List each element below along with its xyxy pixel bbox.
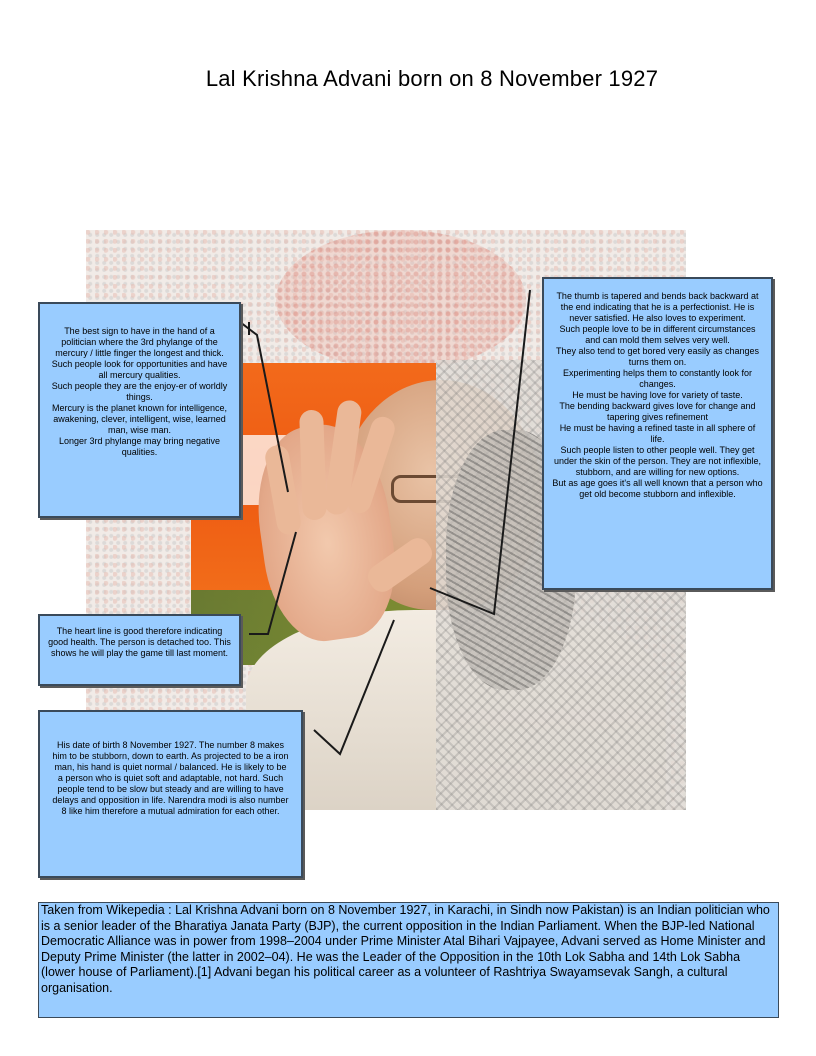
callout-heart-line [38,614,241,686]
callout-thumb [542,277,773,590]
callout-text: Such people love to be in different circumstances and can mold them selves very well. [559,324,756,345]
callout-text: The best sign to have in the hand of a politician where the 3rd phylange of the mercury / little finger the longest and thick. [55,326,224,358]
callout-text: The bending backward gives love for change and tapering gives refinement [559,401,756,422]
callout-text: He must be having love for variety of taste. [572,390,743,400]
callout-text: Such people look for opportunities and have all mercury qualities. [51,359,228,380]
bjp-logo-blur [276,230,526,370]
callout-text: The thumb is tapered and bends back backward at the end indicating that he is a perfectionist. He is never satisfied. He also loves to experiment. [556,291,759,323]
callout-text: Such people listen to other people well. They get under the skin of the person. They are not inflexible, stubborn, and are willing for new options. [554,445,761,477]
callout-text: Experimenting helps them to constantly look for changes. [562,368,753,389]
callout-text: But as age goes it's all well known that a person who get old become stubborn and inflexible. [552,478,763,499]
callout-text: He must be having a refined taste in all sphere of life. [559,423,756,444]
wikipedia-excerpt: Taken from Wikepedia : Lal Krishna Advani born on 8 November 1927, in Karachi, in Sindh now Pakistan) is an Indian politician who is a senior leader of the Bharatiya Janata Party (BJP), the current opposition in the Indian Parliament. When the BJP-led National Democratic Alliance was in power from 1998–2004 under Prime Minister Atal Bihari Vajpayee, Advani served as Home Minister and Deputy Prime Minister (the latter in 2002–04). He was the Leader of the Opposition in the 10th Lok Sabha and 14th Lok Sabha (lower house of Parliament).[1] Advani began his political career as a volunteer of Rashtriya Swayamsevak Sangh, a cultural organisation. [38,902,779,1018]
callout-text: Longer 3rd phylange may bring negative qualities. [58,436,221,457]
callout-text: They also tend to get bored very easily as changes turns them on. [555,346,760,367]
page-title: Lal Krishna Advani born on 8 November 1927 [205,66,659,91]
callout-text: The heart line is good therefore indicating good health. The person is detached too. This shows he will play the game till last moment. [48,626,231,658]
callout-text: Mercury is the planet known for intelligence, awakening, clever, intelligent, wise, learned man, wise man. [51,403,228,435]
ring-finger [299,410,327,521]
callout-birth-number [38,710,303,878]
callout-text: Such people they are the enjoy-er of worldly things. [51,381,228,402]
callout-text: His date of birth 8 November 1927. The number 8 makes him to be stubborn, down to earth. As projected to be a iron man, his hand is quiet normal / balanced. He is likely to be a person who is quiet soft and adaptable, not hard. Such people tend to be slow but steady and are willing to have delays and opposition in life. Narendra modi is also number 8 like him therefore a mutual admiration for each other. [52,740,289,816]
callout-mercury-finger [38,302,241,518]
